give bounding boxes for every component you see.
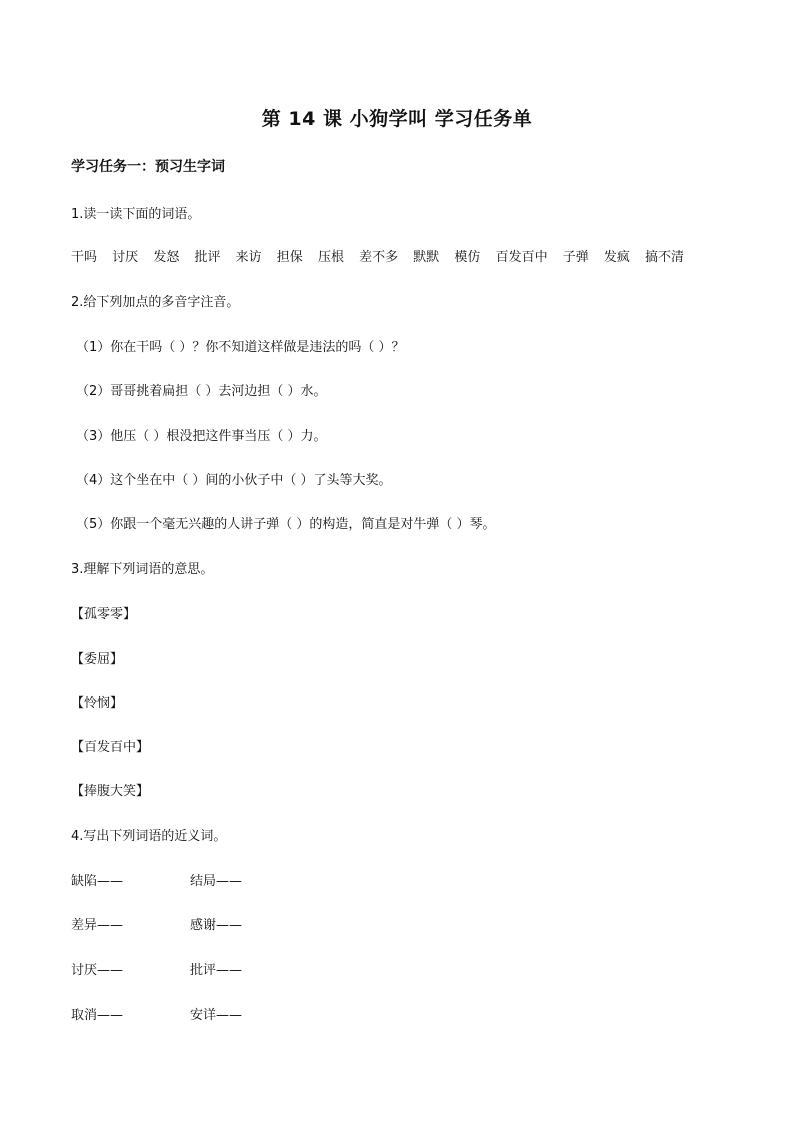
polyphone-item-5: （5）你跟一个毫无兴趣的人讲子弹（ ）的构造，简直是对牛弹（ ）琴。 (76, 517, 496, 532)
synonym-prompt: 取消—— (71, 1008, 124, 1023)
synonym-prompt: 结局—— (190, 874, 243, 889)
vocabulary-word: 百发百中 (495, 250, 548, 265)
synonym-prompt: 安详—— (190, 1008, 243, 1023)
vocabulary-word: 模仿 (454, 250, 481, 265)
vocabulary-word: 压根 (317, 250, 344, 265)
polyphone-item-1: （1）你在干吗（ ）？你不知道这样做是违法的吗（ ）？ (76, 340, 405, 355)
vocabulary-word: 发怒 (153, 250, 180, 265)
term-pengfudaxiao: 【捧腹大笑】 (71, 784, 150, 799)
polyphone-item-4: （4）这个坐在中（ ）间的小伙子中（ ）了头等大奖。 (76, 473, 392, 488)
term-lianmin: 【怜悯】 (71, 696, 124, 711)
vocabulary-word: 担保 (276, 250, 303, 265)
vocabulary-word: 讨厌 (112, 250, 139, 265)
vocabulary-word: 搞不清 (645, 250, 685, 265)
polyphone-item-2: （2）哥哥挑着扁担（ ）去河边担（ ）水。 (76, 384, 327, 399)
term-weiqu: 【委屈】 (71, 652, 124, 667)
question-4-prompt: 4.写出下列词语的近义词。 (71, 829, 227, 844)
section-heading-task-1: 学习任务一：预习生字词 (71, 159, 225, 175)
question-3-prompt: 3.理解下列词语的意思。 (71, 562, 214, 577)
synonym-prompt: 缺陷—— (71, 874, 124, 889)
synonym-prompt: 差异—— (71, 918, 124, 933)
vocabulary-word: 批评 (194, 250, 221, 265)
synonym-prompt: 感谢—— (190, 918, 243, 933)
question-2-prompt: 2.给下列加点的多音字注音。 (71, 295, 240, 310)
vocabulary-word: 默默 (413, 250, 440, 265)
vocabulary-word: 干吗 (71, 250, 98, 265)
term-baifabaizhong: 【百发百中】 (71, 740, 150, 755)
term-kulingling: 【孤零零】 (71, 607, 137, 622)
vocabulary-word-list (71, 246, 684, 265)
polyphone-item-3: （3）他压（ ）根没把这件事当压（ ）力。 (76, 429, 327, 444)
vocabulary-word: 子弹 (562, 250, 589, 265)
page-title: 第 14 课 小狗学叫 学习任务单 (261, 108, 533, 130)
question-1-prompt: 1.读一读下面的词语。 (71, 207, 201, 222)
vocabulary-word: 差不多 (359, 250, 399, 265)
vocabulary-word: 发疯 (603, 250, 630, 265)
vocabulary-word: 来访 (235, 250, 262, 265)
synonym-prompt: 讨厌—— (71, 963, 124, 978)
synonym-prompt: 批评—— (190, 963, 243, 978)
